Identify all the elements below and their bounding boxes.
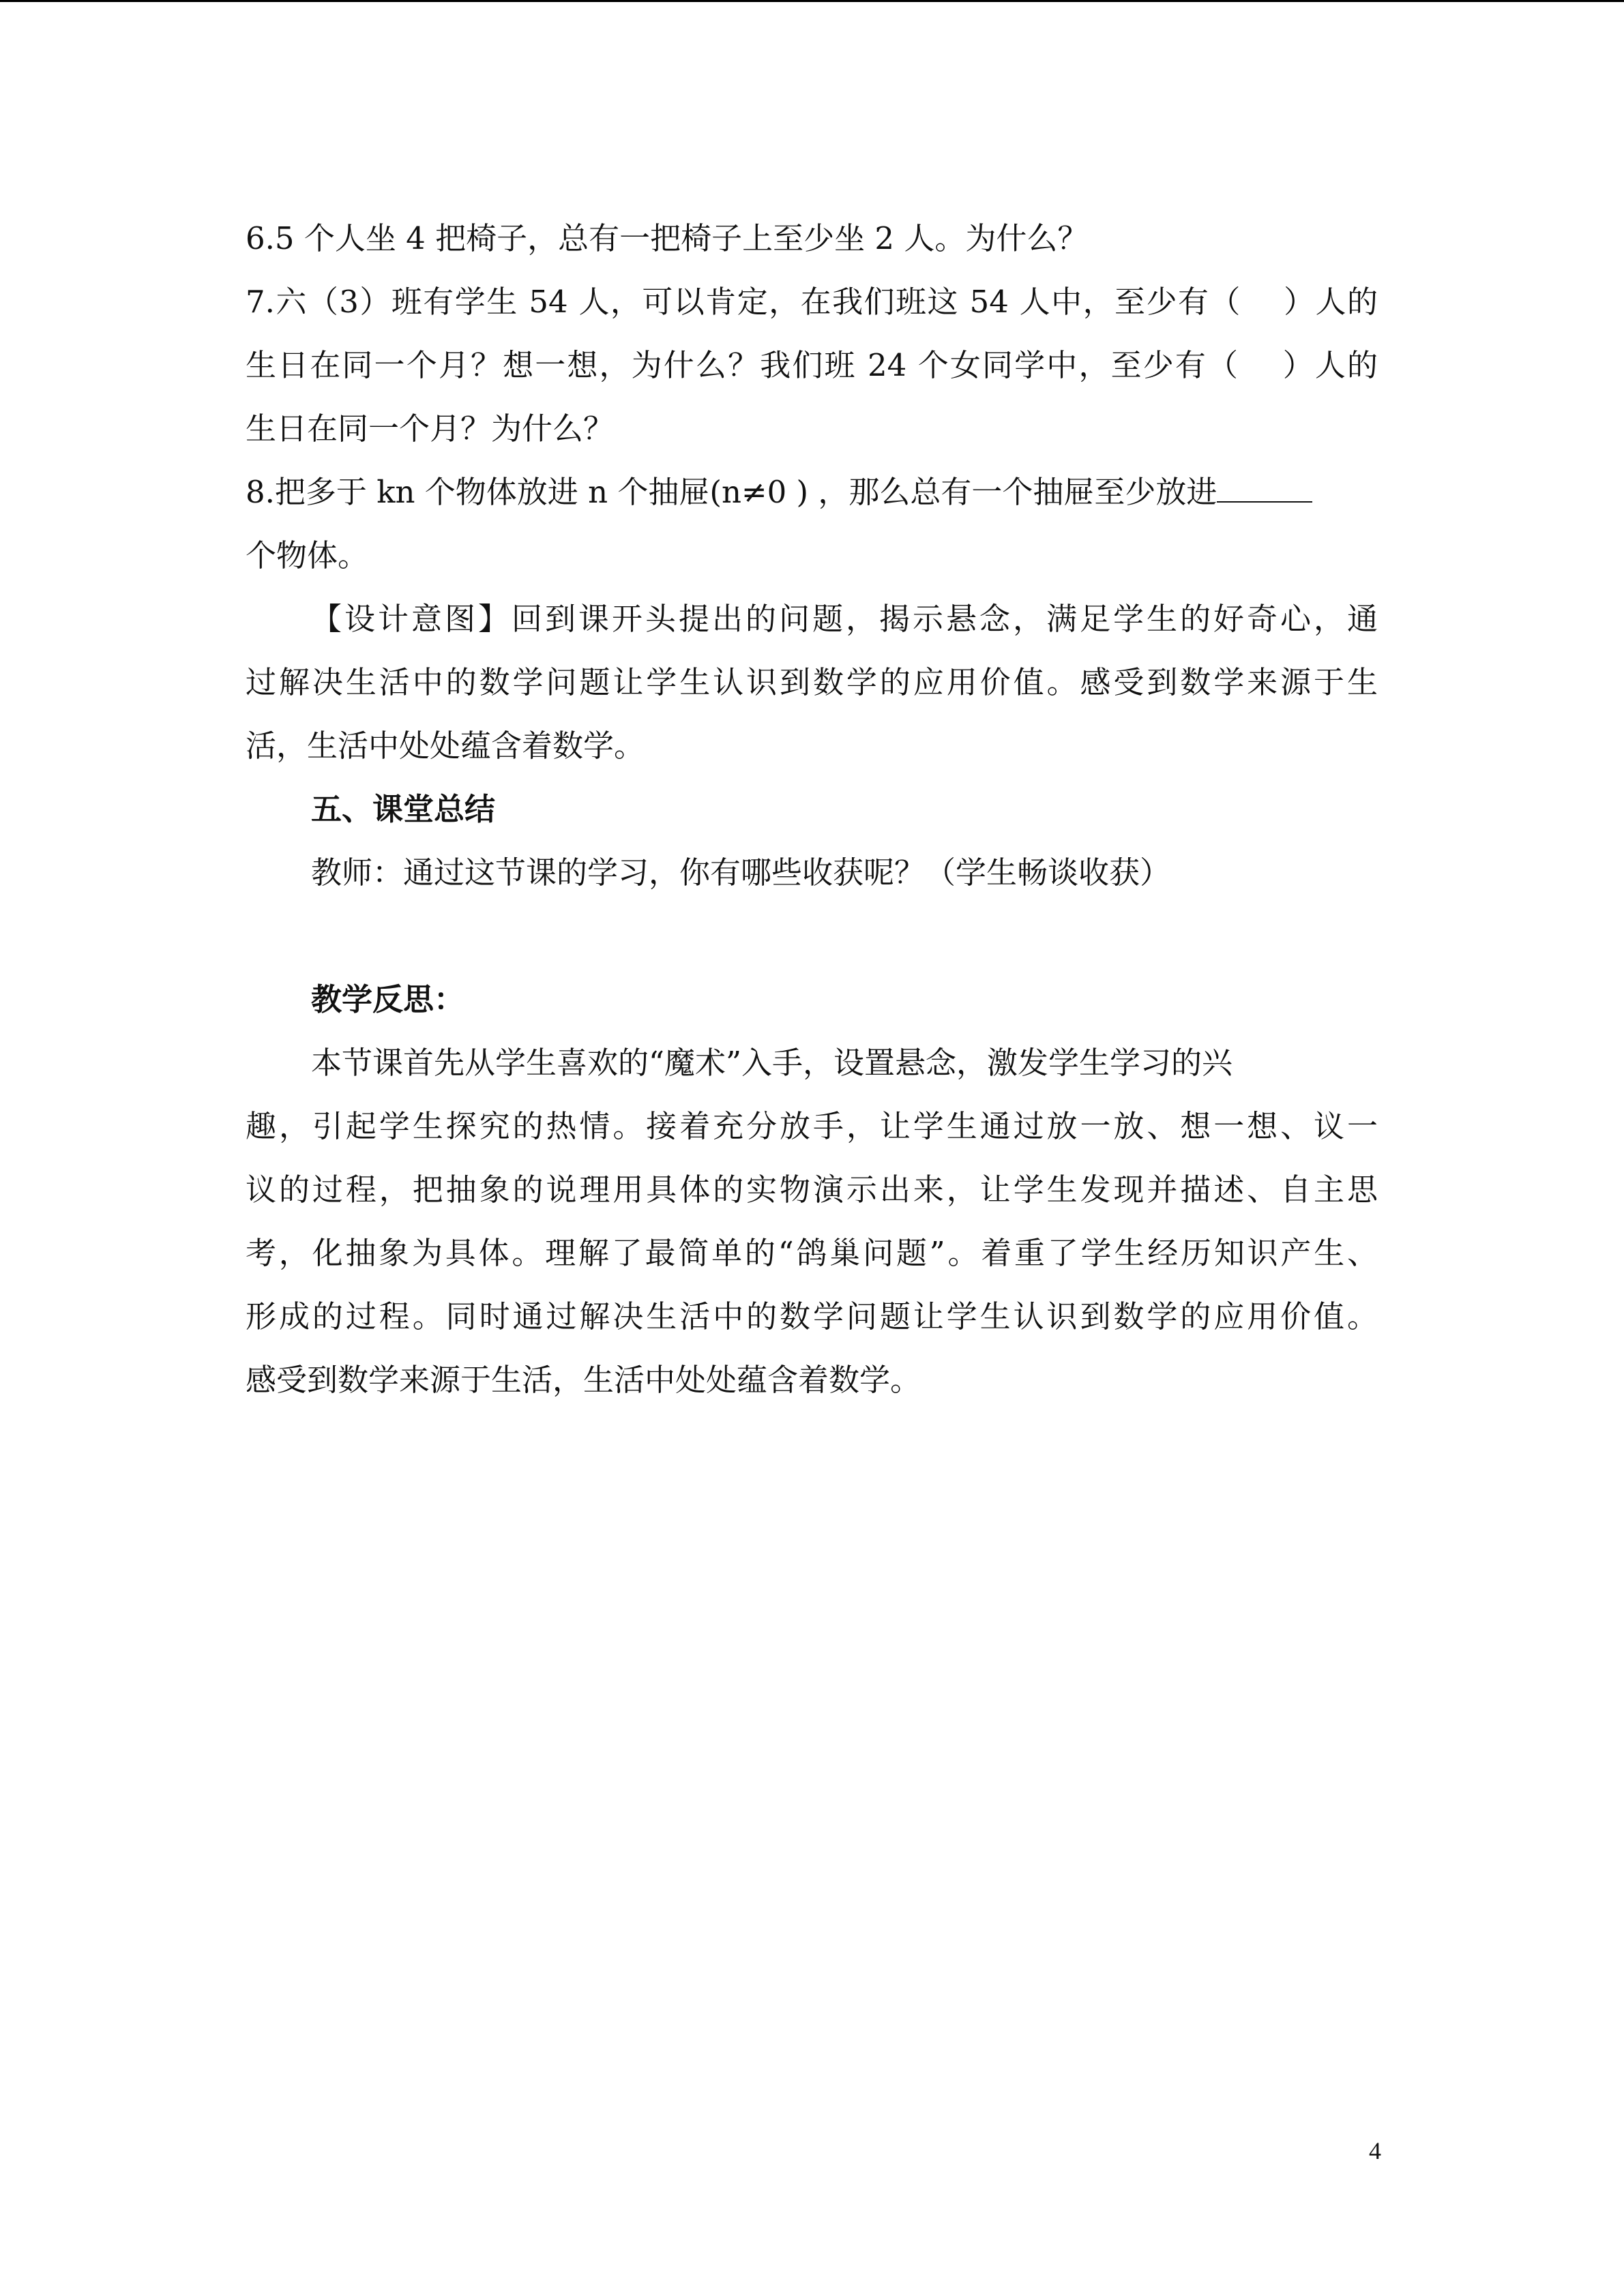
question-7-line-1: 7.六（3）班有学生 54 人，可以肯定，在我们班这 54 人中，至少有（ ）人的 bbox=[246, 284, 1378, 320]
page-content bbox=[246, 207, 1378, 1412]
design-intent-line-2: 过解决生活中的数学问题让学生认识到数学的应用价值。感受到数学来源于生 bbox=[246, 664, 1378, 700]
reflection-line-3: 议的过程，把抽象的说理用具体的实物演示出来，让学生发现并描述、自主思 bbox=[246, 1172, 1378, 1208]
design-intent-line-3: 活，生活中处处蕴含着数学。 bbox=[246, 728, 645, 764]
question-8-line-2: 个物体。 bbox=[246, 537, 369, 573]
question-7-line-2: 生日在同一个月？想一想，为什么？我们班 24 个女同学中，至少有（ ）人的 bbox=[246, 347, 1378, 383]
question-6: 6.5 个人坐 4 把椅子，总有一把椅子上至少坐 2 人。为什么？ bbox=[246, 220, 1089, 256]
question-7-line-3: 生日在同一个月？为什么？ bbox=[246, 411, 615, 447]
summary-heading: 五、课堂总结 bbox=[311, 791, 496, 827]
reflection-line-6: 感受到数学来源于生活，生活中处处蕴含着数学。 bbox=[246, 1362, 921, 1398]
reflection-line-5: 形成的过程。同时通过解决生活中的数学问题让学生认识到数学的应用价值。 bbox=[246, 1298, 1378, 1335]
design-intent-line-1: 【设计意图】回到课开头提出的问题，揭示悬念，满足学生的好奇心，通 bbox=[311, 601, 1378, 637]
reflection-line-4: 考，化抽象为具体。理解了最简单的“鸽巢问题”。着重了学生经历知识产生、 bbox=[246, 1235, 1378, 1271]
reflection-line-1: 本节课首先从学生喜欢的“魔术”入手，设置悬念，激发学生学习的兴 bbox=[311, 1045, 1233, 1081]
question-8-text: 8.把多于 kn 个物体放进 n 个抽屉(n≠0 ) ，那么总有一个抽屉至少放进 bbox=[246, 474, 1217, 510]
spacer bbox=[246, 904, 1378, 968]
page-number: 4 bbox=[1369, 2137, 1381, 2164]
reflection-line-2: 趣，引起学生探究的热情。接着充分放手，让学生通过放一放、想一想、议一 bbox=[246, 1108, 1378, 1144]
summary-text: 教师：通过这节课的学习，你有哪些收获呢？（学生畅谈收获） bbox=[311, 854, 1171, 891]
question-8-line-1 bbox=[246, 460, 1378, 524]
answer-blank bbox=[1217, 475, 1312, 503]
reflection-heading: 教学反思： bbox=[311, 981, 465, 1017]
